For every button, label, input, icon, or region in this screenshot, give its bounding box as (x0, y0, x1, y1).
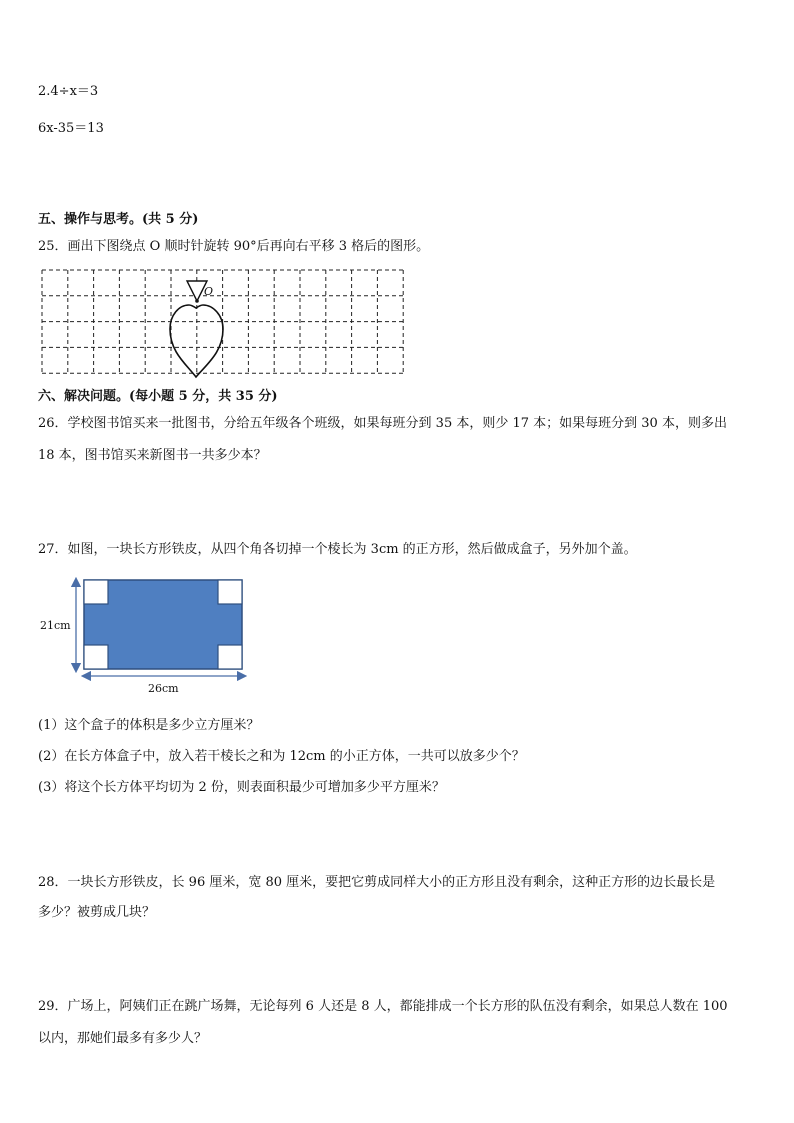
question-28-line-2: 多少？被剪成几块？ (38, 905, 156, 920)
corner-square-bottom-right (218, 645, 242, 669)
point-o-marker (195, 299, 199, 303)
question-27-sub-2: (2）在长方体盒子中，放入若干棱长之和为 12cm 的小正方体，一共可以放多少个？ (38, 749, 525, 764)
corner-square-top-left (84, 580, 108, 604)
question-25: 25．画出下图绕点 O 顺时针旋转 90°后再向右平移 3 格后的图形。 (38, 239, 430, 254)
question-26-line-1: 26．学校图书馆买来一批图书，分给五年级各个班级，如果每班分到 35 本，则少 17 本；如果每班分到 30 本，则多出 (38, 416, 727, 431)
grid-figure (40, 268, 406, 381)
question-27-sub-1: (1）这个盒子的体积是多少立方厘米？ (38, 718, 260, 733)
corner-square-top-right (218, 580, 242, 604)
question-26-line-2: 18 本，图书馆买来新图书一共多少本？ (38, 448, 267, 463)
corner-square-bottom-left (84, 645, 108, 669)
width-label: 26cm (148, 682, 179, 695)
point-o-label: O (204, 285, 214, 298)
question-27-sub-3: (3）将这个长方体平均切为 2 份，则表面积最少可增加多少平方厘米？ (38, 780, 445, 795)
question-29-line-1: 29．广场上，阿姨们正在跳广场舞，无论每列 6 人还是 8 人，都能排成一个长方形的队伍没有剩余，如果总人数在 100 (38, 999, 728, 1014)
height-label: 21cm (40, 619, 71, 632)
sheet-diagram (38, 572, 258, 696)
equation-2: 6x-35＝13 (38, 121, 104, 136)
question-27: 27．如图，一块长方形铁皮，从四个角各切掉一个棱长为 3cm 的正方形，然后做成盒子，另外加个盖。 (38, 542, 637, 557)
question-29-line-2: 以内，那她们最多有多少人？ (38, 1031, 208, 1046)
section-5-heading: 五、操作与思考。(共 5 分) (38, 212, 199, 227)
equation-1: 2.4÷x＝3 (38, 84, 99, 99)
question-28-line-1: 28．一块长方形铁皮，长 96 厘米，宽 80 厘米，要把它剪成同样大小的正方形且没有剩余，这种正方形的边长最长是 (38, 875, 716, 890)
section-6-heading: 六、解决问题。(每小题 5 分，共 35 分) (38, 389, 278, 404)
